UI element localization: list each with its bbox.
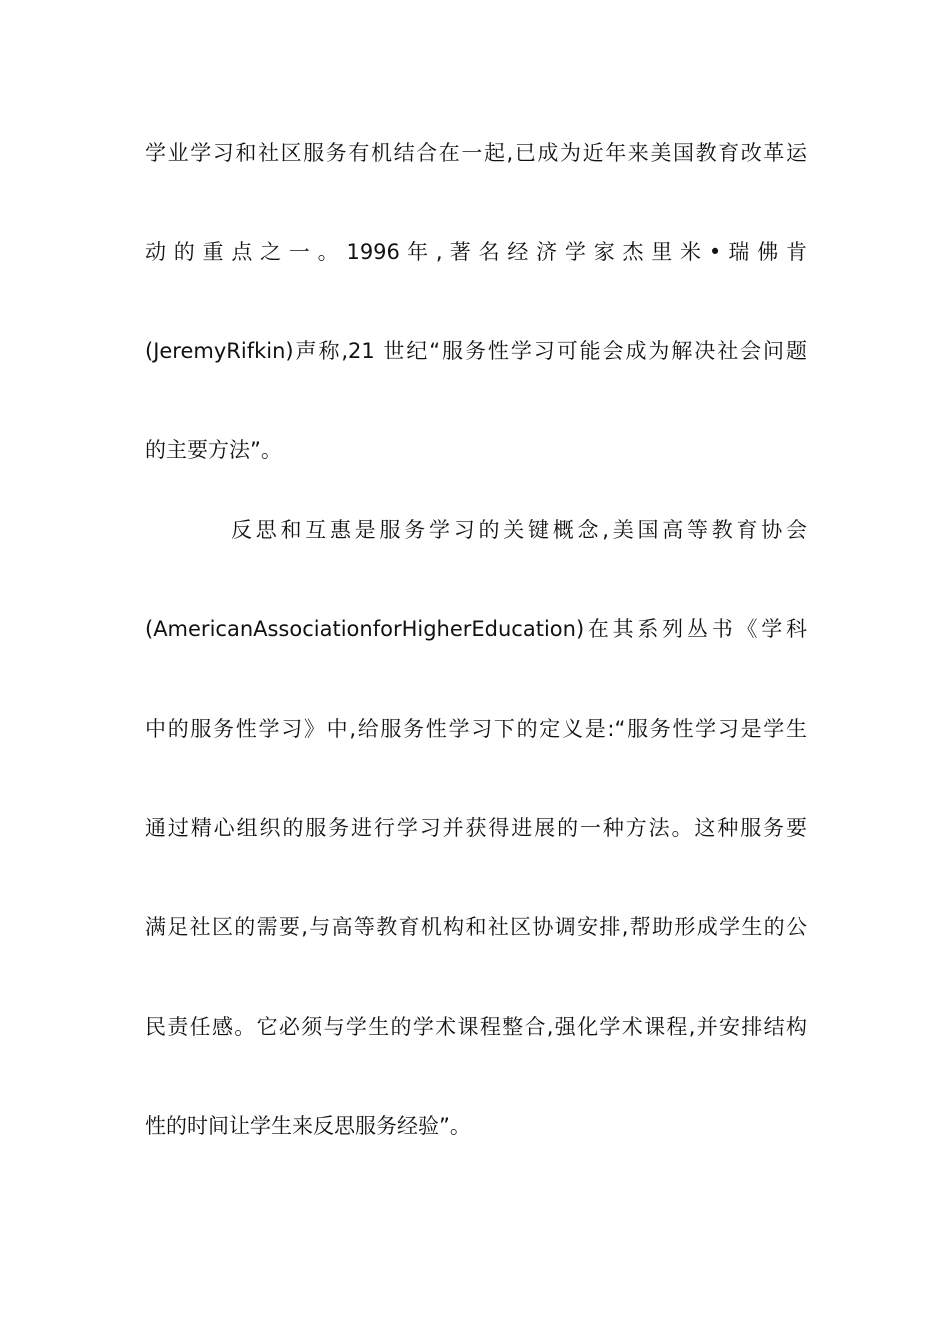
text-line: 动 的 重 点 之 一 。 1996 年 , 著 名 经 济 学 家 杰 里 米 • 瑞 佛 肯: [145, 240, 807, 264]
text-line: 学业学习和社区服务有机结合在一起,已成为近年来美国教育改革运: [145, 141, 807, 165]
text-line: (JeremyRifkin)声称,21 世纪“服务性学习可能会成为解决社会问题: [145, 339, 807, 363]
text-line: 的主要方法”。: [145, 438, 282, 462]
text-line: 通过精心组织的服务进行学习并获得进展的一种方法。这种服务要: [145, 816, 807, 840]
text-line: 中的服务性学习》中,给服务性学习下的定义是:“服务性学习是学生: [145, 717, 807, 741]
text-line: 反思和互惠是服务学习的关键概念,美国高等教育协会: [231, 518, 807, 542]
text-line: 满足社区的需要,与高等教育机构和社区协调安排,帮助形成学生的公: [145, 915, 807, 939]
text-line: (AmericanAssociationforHigherEducation)在其系列丛书《学科: [145, 617, 807, 641]
text-line: 民责任感。它必须与学生的学术课程整合,强化学术课程,并安排结构: [145, 1015, 807, 1039]
text-line: 性的时间让学生来反思服务经验”。: [145, 1114, 471, 1138]
